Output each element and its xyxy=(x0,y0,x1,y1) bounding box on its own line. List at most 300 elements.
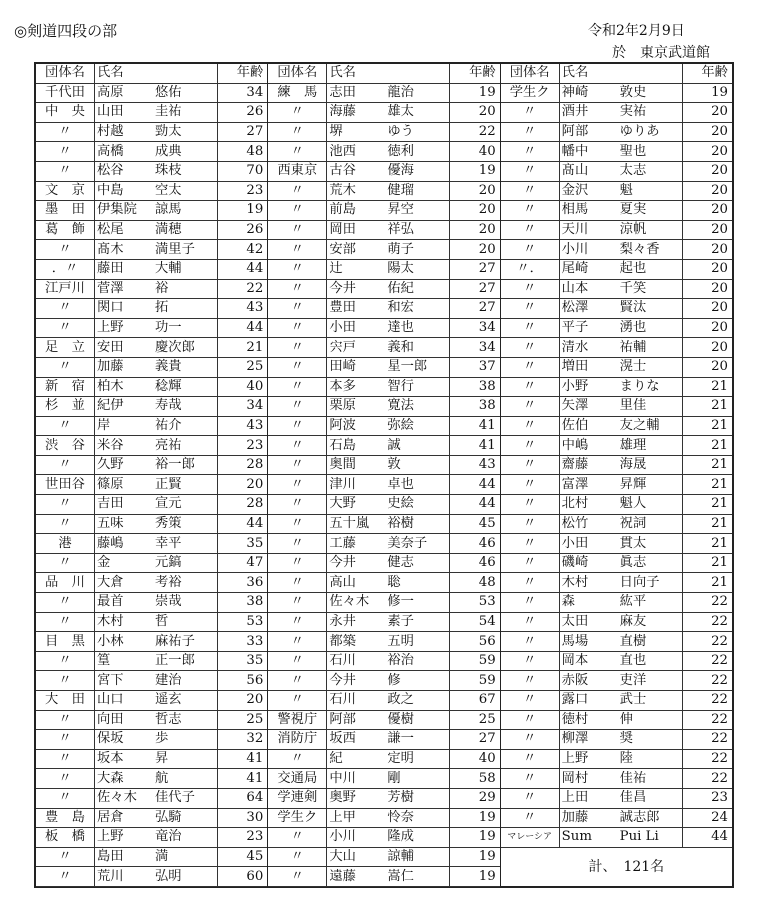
family-name-cell: 永井 xyxy=(327,612,386,632)
given-name-cell: 義和 xyxy=(385,338,450,358)
given-name-cell: 弘明 xyxy=(153,867,218,887)
family-name-cell: 豊田 xyxy=(327,299,386,319)
table-row xyxy=(501,495,732,515)
table-row xyxy=(501,142,732,162)
age-cell: 26 xyxy=(218,220,268,240)
table-row xyxy=(268,593,499,613)
age-cell: 20 xyxy=(450,181,500,201)
age-cell: 20 xyxy=(450,240,500,260)
group-cell: 〃 xyxy=(501,299,560,319)
family-name-cell: 津川 xyxy=(327,475,386,495)
family-name-cell: 今井 xyxy=(327,671,386,691)
group-cell: 〃 xyxy=(36,495,95,515)
table-row xyxy=(268,318,499,338)
table-row xyxy=(36,612,267,632)
table-row xyxy=(268,220,499,240)
age-cell: 53 xyxy=(218,612,268,632)
given-name-cell: 満 xyxy=(153,847,218,867)
group-cell: 練 馬 xyxy=(268,83,327,103)
age-cell: 44 xyxy=(218,259,268,279)
given-name-cell: 空太 xyxy=(153,181,218,201)
group-cell: 〃 xyxy=(268,259,327,279)
group-cell: 交通局 xyxy=(268,769,327,789)
group-cell: 〃 xyxy=(268,671,327,691)
given-name-cell: 隆成 xyxy=(385,828,450,848)
age-cell: 35 xyxy=(218,534,268,554)
group-cell: 〃 xyxy=(268,201,327,221)
group-cell: 〃 xyxy=(36,867,95,887)
table-row xyxy=(268,436,499,456)
group-cell: 〃 xyxy=(501,338,560,358)
age-cell: 21 xyxy=(682,397,732,417)
group-cell: 〃 xyxy=(501,788,560,808)
age-cell: 30 xyxy=(218,808,268,828)
given-name-cell: 昇輝 xyxy=(618,475,683,495)
group-cell: 〃 xyxy=(268,416,327,436)
family-name-cell: 小野 xyxy=(559,377,618,397)
age-cell: 21 xyxy=(682,436,732,456)
given-name-cell: 雄理 xyxy=(618,436,683,456)
given-name-cell: 五明 xyxy=(385,632,450,652)
age-cell: 20 xyxy=(682,201,732,221)
group-cell: 〃 xyxy=(501,612,560,632)
family-name-cell: 森 xyxy=(559,593,618,613)
given-name-cell: 敦史 xyxy=(618,83,683,103)
age-cell: 20 xyxy=(450,103,500,123)
given-name-cell: 太志 xyxy=(618,161,683,181)
family-name-cell: 向田 xyxy=(95,710,154,730)
age-cell: 44 xyxy=(450,475,500,495)
age-cell: 34 xyxy=(450,338,500,358)
table-row xyxy=(268,514,499,534)
group-cell: 〃 xyxy=(501,691,560,711)
given-name-cell: 芳樹 xyxy=(385,788,450,808)
age-cell: 44 xyxy=(218,318,268,338)
age-cell: 20 xyxy=(218,691,268,711)
family-name-cell: 前島 xyxy=(327,201,386,221)
given-name-cell: 哲 xyxy=(153,612,218,632)
table-row xyxy=(501,83,732,103)
age-cell: 43 xyxy=(218,416,268,436)
family-name-cell: 中島 xyxy=(95,181,154,201)
age-cell: 56 xyxy=(218,671,268,691)
family-name-cell: 田崎 xyxy=(327,357,386,377)
given-name-cell: 陸 xyxy=(618,749,683,769)
table-row xyxy=(36,455,267,475)
table-row xyxy=(268,828,499,848)
given-name-cell: 功一 xyxy=(153,318,218,338)
table-row xyxy=(501,455,732,475)
table-row xyxy=(268,122,499,142)
group-cell: 〃 xyxy=(268,553,327,573)
given-name-cell: 起也 xyxy=(618,259,683,279)
age-cell: 22 xyxy=(682,651,732,671)
given-name-cell: 吏洋 xyxy=(618,671,683,691)
given-name-cell: 裕 xyxy=(153,279,218,299)
age-cell: 20 xyxy=(682,181,732,201)
age-cell: 59 xyxy=(450,671,500,691)
group-cell: 〃 xyxy=(501,593,560,613)
group-cell: 渋 谷 xyxy=(36,436,95,456)
age-cell: 19 xyxy=(682,83,732,103)
family-name-cell: 加藤 xyxy=(95,357,154,377)
given-name-cell: 歩 xyxy=(153,730,218,750)
age-cell: 43 xyxy=(450,455,500,475)
family-name-cell: 木村 xyxy=(95,612,154,632)
given-name-cell: 祥弘 xyxy=(385,220,450,240)
table-row xyxy=(268,455,499,475)
given-name-cell: 夏実 xyxy=(618,201,683,221)
table-row xyxy=(36,808,267,828)
table-row xyxy=(501,436,732,456)
age-cell: 21 xyxy=(682,514,732,534)
group-cell: ．〃 xyxy=(36,259,95,279)
group-cell: 〃 xyxy=(268,867,327,887)
family-name-cell: 関口 xyxy=(95,299,154,319)
family-name-cell: 高橋 xyxy=(95,142,154,162)
total-count: 計、 121名 xyxy=(588,858,665,875)
table-row xyxy=(501,788,732,808)
family-name-cell: 堺 xyxy=(327,122,386,142)
group-cell: 〃 xyxy=(501,220,560,240)
family-name-cell: 高山 xyxy=(327,573,386,593)
age-cell: 34 xyxy=(218,83,268,103)
table-row xyxy=(36,710,267,730)
family-name-cell: 篁 xyxy=(95,651,154,671)
family-name-cell: 酒井 xyxy=(559,103,618,123)
age-cell: 21 xyxy=(682,475,732,495)
group-cell: 豊 島 xyxy=(36,808,95,828)
family-name-cell: 坂本 xyxy=(95,749,154,769)
given-name-cell: 航 xyxy=(153,769,218,789)
table-row xyxy=(501,357,732,377)
header-age: 年齢 xyxy=(450,64,500,83)
family-name-cell: 海藤 xyxy=(327,103,386,123)
age-cell: 21 xyxy=(682,495,732,515)
table-row xyxy=(501,161,732,181)
table-row xyxy=(501,593,732,613)
family-name-cell: 上甲 xyxy=(327,808,386,828)
given-name-cell: 誠志郎 xyxy=(618,808,683,828)
group-cell: 〃 xyxy=(36,514,95,534)
family-name-cell: 清水 xyxy=(559,338,618,358)
family-name-cell: 上野 xyxy=(95,828,154,848)
group-cell: 〃 xyxy=(501,318,560,338)
family-name-cell: 矢澤 xyxy=(559,397,618,417)
table-row xyxy=(501,749,732,769)
family-name-cell: 山本 xyxy=(559,279,618,299)
table-row xyxy=(268,142,499,162)
group-cell: 〃 xyxy=(268,455,327,475)
group-cell: 〃 xyxy=(36,788,95,808)
given-name-cell: 紘平 xyxy=(618,593,683,613)
table-row xyxy=(36,416,267,436)
group-cell: 〃 xyxy=(268,632,327,652)
family-name-cell: 米谷 xyxy=(95,436,154,456)
group-cell: 〃 xyxy=(36,240,95,260)
family-name-cell: 安田 xyxy=(95,338,154,358)
given-name-cell: 正一郎 xyxy=(153,651,218,671)
given-name-cell: 魁 xyxy=(618,181,683,201)
given-name-cell: 友之輔 xyxy=(618,416,683,436)
group-cell: 〃 xyxy=(501,201,560,221)
given-name-cell: 直樹 xyxy=(618,632,683,652)
table-row xyxy=(501,651,732,671)
group-cell: 〃 xyxy=(268,240,327,260)
age-cell: 20 xyxy=(682,103,732,123)
family-name-cell: 石川 xyxy=(327,651,386,671)
table-row xyxy=(268,181,499,201)
table-row xyxy=(501,828,732,848)
given-name-cell: 剛 xyxy=(385,769,450,789)
family-name-cell: 栗原 xyxy=(327,397,386,417)
age-cell: 46 xyxy=(450,553,500,573)
age-cell: 21 xyxy=(218,338,268,358)
age-cell: 59 xyxy=(450,651,500,671)
family-name-cell: 松竹 xyxy=(559,514,618,534)
group-cell: 〃 xyxy=(36,710,95,730)
family-name-cell: 石島 xyxy=(327,436,386,456)
family-name-cell: 遠藤 xyxy=(327,867,386,887)
age-cell: 23 xyxy=(218,828,268,848)
group-cell: 世田谷 xyxy=(36,475,95,495)
given-name-cell: 史絵 xyxy=(385,495,450,515)
table-row xyxy=(501,338,732,358)
group-cell: 〃 xyxy=(268,828,327,848)
table-row xyxy=(36,730,267,750)
table-row xyxy=(36,142,267,162)
table-row xyxy=(36,573,267,593)
given-name-cell: 魁人 xyxy=(618,495,683,515)
group-cell: 〃 xyxy=(268,338,327,358)
table-row xyxy=(268,161,499,181)
header-age: 年齢 xyxy=(682,64,732,83)
age-cell: 23 xyxy=(218,181,268,201)
given-name-cell: 寛法 xyxy=(385,397,450,417)
table-row xyxy=(268,710,499,730)
table-row xyxy=(268,495,499,515)
family-name-cell: 石川 xyxy=(327,691,386,711)
given-name-cell: 昇 xyxy=(153,749,218,769)
given-name-cell: まりな xyxy=(618,377,683,397)
group-cell: 〃 xyxy=(268,514,327,534)
family-name-cell: 荒川 xyxy=(95,867,154,887)
family-name-cell: 佐伯 xyxy=(559,416,618,436)
family-name-cell: 岡本 xyxy=(559,651,618,671)
family-name-cell: 上野 xyxy=(559,749,618,769)
given-name-cell: 政之 xyxy=(385,691,450,711)
age-cell: 58 xyxy=(450,769,500,789)
age-cell: 22 xyxy=(682,730,732,750)
family-name-cell: 小川 xyxy=(559,240,618,260)
table-row xyxy=(268,632,499,652)
table-row xyxy=(36,593,267,613)
given-name-cell: 佳祐 xyxy=(618,769,683,789)
age-cell: 48 xyxy=(450,573,500,593)
given-name-cell: 亮祐 xyxy=(153,436,218,456)
family-name-cell: 村越 xyxy=(95,122,154,142)
family-name-cell: 小川 xyxy=(327,828,386,848)
family-name-cell: 都築 xyxy=(327,632,386,652)
family-name-cell: 藤嶋 xyxy=(95,534,154,554)
family-name-cell: 今井 xyxy=(327,553,386,573)
given-name-cell: 圭祐 xyxy=(153,103,218,123)
table-row xyxy=(36,161,267,181)
age-cell: 27 xyxy=(450,730,500,750)
family-name-cell: 大野 xyxy=(327,495,386,515)
family-name-cell: 尾崎 xyxy=(559,259,618,279)
age-cell: 27 xyxy=(450,259,500,279)
table-row xyxy=(501,397,732,417)
age-cell: 22 xyxy=(682,612,732,632)
family-name-cell: 小林 xyxy=(95,632,154,652)
given-name-cell: 拓 xyxy=(153,299,218,319)
age-cell: 22 xyxy=(682,671,732,691)
family-name-cell: Sum xyxy=(559,828,618,848)
age-cell: 25 xyxy=(218,357,268,377)
group-cell: 警視庁 xyxy=(268,710,327,730)
age-cell: 21 xyxy=(682,377,732,397)
header-name: 氏名 xyxy=(327,64,386,83)
family-name-cell: 磯崎 xyxy=(559,553,618,573)
age-cell: 34 xyxy=(450,318,500,338)
family-name-cell: 奥間 xyxy=(327,455,386,475)
given-name-cell: 佳昌 xyxy=(618,788,683,808)
age-cell: 53 xyxy=(450,593,500,613)
table-row xyxy=(501,553,732,573)
given-name-cell: 達也 xyxy=(385,318,450,338)
age-cell: 36 xyxy=(218,573,268,593)
family-name-cell: 工藤 xyxy=(327,534,386,554)
given-name-cell: 日向子 xyxy=(618,573,683,593)
given-name-cell: 直也 xyxy=(618,651,683,671)
group-cell: 〃 xyxy=(501,749,560,769)
age-cell: 40 xyxy=(450,749,500,769)
table-row xyxy=(268,691,499,711)
family-name-cell: 宍戸 xyxy=(327,338,386,358)
age-cell: 35 xyxy=(218,651,268,671)
group-cell: 〃 xyxy=(501,455,560,475)
age-cell: 19 xyxy=(450,808,500,828)
header-row xyxy=(268,64,499,83)
group-cell: 〃 xyxy=(501,730,560,750)
table-row xyxy=(36,632,267,652)
group-cell: 〃 xyxy=(36,142,95,162)
table-row xyxy=(268,299,499,319)
age-cell: 28 xyxy=(218,455,268,475)
given-name-cell: 和宏 xyxy=(385,299,450,319)
table-row xyxy=(268,338,499,358)
given-name-cell: 伸 xyxy=(618,710,683,730)
table-row xyxy=(268,730,499,750)
family-name-cell: 平子 xyxy=(559,318,618,338)
given-name-cell: 考裕 xyxy=(153,573,218,593)
table-row xyxy=(501,691,732,711)
table-row xyxy=(268,240,499,260)
age-cell: 41 xyxy=(218,749,268,769)
group-cell: 〃 xyxy=(36,612,95,632)
table-row xyxy=(36,867,267,887)
table-row xyxy=(268,416,499,436)
given-name-cell: 星一郎 xyxy=(385,357,450,377)
family-name-cell: 安部 xyxy=(327,240,386,260)
family-name-cell: 池西 xyxy=(327,142,386,162)
group-cell: 西東京 xyxy=(268,161,327,181)
group-cell: 〃 xyxy=(268,279,327,299)
group-cell: 〃． xyxy=(501,259,560,279)
table-row xyxy=(501,612,732,632)
family-name-cell: 佐々木 xyxy=(327,593,386,613)
family-name-cell: 奥野 xyxy=(327,788,386,808)
group-cell: 〃 xyxy=(501,495,560,515)
group-cell: 〃 xyxy=(501,397,560,417)
group-cell: 〃 xyxy=(268,220,327,240)
given-name-cell: 涼帆 xyxy=(618,220,683,240)
age-cell: 20 xyxy=(682,279,732,299)
family-name-cell: 岡田 xyxy=(327,220,386,240)
group-cell: 〃 xyxy=(36,749,95,769)
age-cell: 24 xyxy=(682,808,732,828)
table-row xyxy=(268,867,499,887)
age-cell: 26 xyxy=(218,103,268,123)
age-cell: 25 xyxy=(218,710,268,730)
table-row xyxy=(501,710,732,730)
family-name-cell: 齋藤 xyxy=(559,455,618,475)
given-name-cell: 眞志 xyxy=(618,553,683,573)
group-cell: 〃 xyxy=(268,318,327,338)
group-cell: 〃 xyxy=(36,357,95,377)
table-row xyxy=(36,259,267,279)
given-name-cell: 宣元 xyxy=(153,495,218,515)
given-name-cell: 秀策 xyxy=(153,514,218,534)
age-cell: 54 xyxy=(450,612,500,632)
age-cell: 20 xyxy=(682,338,732,358)
age-cell: 20 xyxy=(682,142,732,162)
age-cell: 20 xyxy=(450,201,500,221)
family-name-cell: 居倉 xyxy=(95,808,154,828)
family-name-cell: 紀 xyxy=(327,749,386,769)
table-row xyxy=(36,788,267,808)
age-cell: 56 xyxy=(450,632,500,652)
group-cell: 〃 xyxy=(501,651,560,671)
table-row xyxy=(36,534,267,554)
family-name-cell: 赤阪 xyxy=(559,671,618,691)
header-group: 団体名 xyxy=(501,64,560,83)
group-cell: 葛 飾 xyxy=(36,220,95,240)
table-row xyxy=(268,573,499,593)
group-cell: 〃 xyxy=(268,397,327,417)
group-cell: 〃 xyxy=(501,573,560,593)
family-name-cell: 金 xyxy=(95,553,154,573)
header-blank xyxy=(385,64,450,83)
family-name-cell: 辻 xyxy=(327,259,386,279)
group-cell: 〃 xyxy=(36,671,95,691)
given-name-cell: 雄太 xyxy=(385,103,450,123)
given-name-cell: 萌子 xyxy=(385,240,450,260)
table-row xyxy=(501,240,732,260)
family-name-cell: 馬場 xyxy=(559,632,618,652)
family-name-cell: 坂西 xyxy=(327,730,386,750)
family-name-cell: 五十嵐 xyxy=(327,514,386,534)
family-name-cell: 佐々木 xyxy=(95,788,154,808)
table-row xyxy=(36,220,267,240)
age-cell: 19 xyxy=(218,201,268,221)
age-cell: 27 xyxy=(218,122,268,142)
roster-column-1 xyxy=(36,64,268,886)
table-row xyxy=(501,632,732,652)
family-name-cell: 松澤 xyxy=(559,299,618,319)
family-name-cell: 岡村 xyxy=(559,769,618,789)
